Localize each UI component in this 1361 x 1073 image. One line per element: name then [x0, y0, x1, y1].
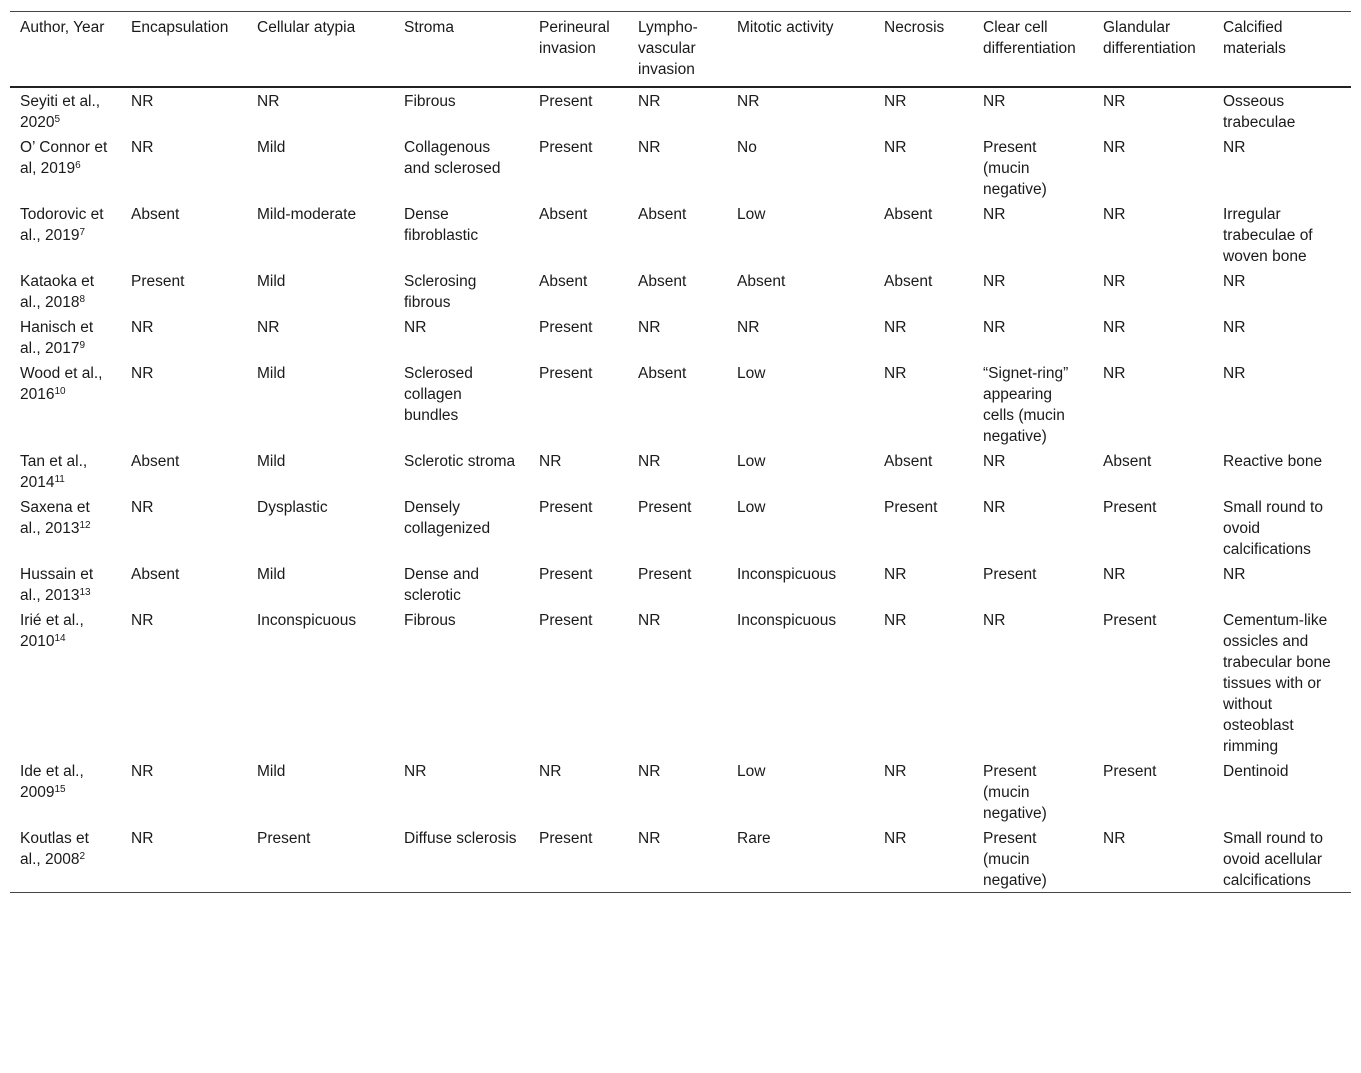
header-perineural-invasion: Perineural invasion — [539, 19, 610, 57]
cell-clear-cell-differentiation: NR — [983, 453, 1006, 470]
cell-mitotic-activity: Rare — [737, 830, 771, 847]
cell-lymphovascular-invasion: Absent — [638, 273, 687, 290]
header-mitotic-activity: Mitotic activity — [737, 19, 834, 36]
cell-cellular-atypia: Inconspicuous — [257, 612, 357, 629]
cell-author-year — [10, 448, 121, 494]
cell-lymphovascular-invasion: Absent — [638, 365, 687, 382]
cell-mitotic-activity: NR — [737, 319, 760, 336]
cell-calcified-materials: NR — [1223, 273, 1246, 290]
cell-glandular-differentiation: NR — [1103, 93, 1126, 110]
header-calcified-materials: Calcified materials — [1223, 19, 1286, 57]
cell-lymphovascular-invasion: NR — [638, 763, 661, 780]
cell-glandular-differentiation: Present — [1103, 612, 1157, 629]
cell-lymphovascular-invasion: NR — [638, 93, 661, 110]
cell-cellular-atypia: Mild — [257, 763, 286, 780]
table-container — [10, 11, 1351, 893]
cell-encapsulation: NR — [131, 830, 154, 847]
cell-cellular-atypia: Mild — [257, 139, 286, 156]
cell-clear-cell-differentiation: NR — [983, 93, 1006, 110]
cell-clear-cell-differentiation: Present (mucin negative) — [983, 139, 1047, 198]
header-clear-cell-differentiation: Clear cell differentiation — [983, 19, 1076, 57]
cell-clear-cell-differentiation: NR — [983, 319, 1006, 336]
header-glandular-differentiation: Glandular differentiation — [1103, 19, 1196, 57]
author-year-text: Hussain et al., 2013 — [20, 566, 94, 604]
reference-superscript: 6 — [75, 160, 81, 171]
cell-mitotic-activity: Low — [737, 206, 766, 223]
cell-perineural-invasion: Absent — [539, 273, 588, 290]
cell-mitotic-activity: Inconspicuous — [737, 566, 837, 583]
cell-calcified-materials: Irregular trabeculae of woven bone — [1223, 206, 1313, 265]
cell-cellular-atypia: Dysplastic — [257, 499, 328, 516]
header-row — [10, 12, 1351, 88]
cell-stroma: Dense fibroblastic — [404, 206, 479, 244]
cell-author-year — [10, 607, 121, 758]
cell-clear-cell-differentiation: NR — [983, 499, 1006, 516]
cell-lymphovascular-invasion: NR — [638, 612, 661, 629]
cell-stroma: Sclerotic stroma — [404, 453, 516, 470]
cell-stroma: Fibrous — [404, 93, 456, 110]
cell-author-year — [10, 561, 121, 607]
author-year-text: Ide et al., 2009 — [20, 763, 84, 801]
reference-superscript: 11 — [54, 474, 65, 485]
cell-encapsulation: NR — [131, 139, 154, 156]
cell-lymphovascular-invasion: NR — [638, 319, 661, 336]
author-year-text: Todorovic et al., 2019 — [20, 206, 104, 244]
cell-necrosis: NR — [884, 139, 907, 156]
reference-superscript: 10 — [54, 386, 66, 397]
cell-glandular-differentiation: NR — [1103, 566, 1126, 583]
reference-superscript: 12 — [79, 520, 91, 531]
cell-perineural-invasion: Present — [539, 93, 593, 110]
cell-encapsulation: Absent — [131, 566, 180, 583]
cell-author-year — [10, 87, 121, 134]
cell-perineural-invasion: Present — [539, 499, 593, 516]
cell-stroma: NR — [404, 319, 427, 336]
cell-glandular-differentiation: NR — [1103, 319, 1126, 336]
cell-perineural-invasion: Present — [539, 365, 593, 382]
table-row — [10, 825, 1351, 893]
table-row — [10, 448, 1351, 494]
cell-clear-cell-differentiation: Present (mucin negative) — [983, 763, 1047, 822]
cell-author-year — [10, 825, 121, 893]
cell-perineural-invasion: Present — [539, 612, 593, 629]
cell-calcified-materials: Reactive bone — [1223, 453, 1323, 470]
cell-mitotic-activity: Low — [737, 763, 766, 780]
header-encapsulation: Encapsulation — [131, 19, 229, 36]
cell-calcified-materials: Small round to ovoid acellular calcifications — [1223, 830, 1323, 889]
cell-clear-cell-differentiation: Present (mucin negative) — [983, 830, 1047, 889]
cell-glandular-differentiation: Absent — [1103, 453, 1152, 470]
cell-lymphovascular-invasion: NR — [638, 830, 661, 847]
cell-cellular-atypia: Mild-moderate — [257, 206, 357, 223]
cell-glandular-differentiation: NR — [1103, 139, 1126, 156]
reference-superscript: 14 — [54, 633, 66, 644]
table-row — [10, 607, 1351, 758]
cell-clear-cell-differentiation: NR — [983, 612, 1006, 629]
header-cellular-atypia: Cellular atypia — [257, 19, 356, 36]
cell-cellular-atypia: Mild — [257, 365, 286, 382]
cell-cellular-atypia: Mild — [257, 453, 286, 470]
cell-encapsulation: NR — [131, 319, 154, 336]
cell-necrosis: NR — [884, 319, 907, 336]
header-stroma: Stroma — [404, 19, 454, 36]
cell-stroma: Sclerosed collagen bundles — [404, 365, 473, 424]
table-row — [10, 314, 1351, 360]
cell-glandular-differentiation: NR — [1103, 206, 1126, 223]
cell-necrosis: NR — [884, 93, 907, 110]
cell-mitotic-activity: No — [737, 139, 757, 156]
reference-superscript: 9 — [79, 340, 86, 351]
cell-mitotic-activity: NR — [737, 93, 760, 110]
cell-lymphovascular-invasion: Present — [638, 566, 692, 583]
cell-calcified-materials: Small round to ovoid calcifications — [1223, 499, 1323, 558]
cell-stroma: Dense and sclerotic — [404, 566, 479, 604]
cell-necrosis: NR — [884, 365, 907, 382]
table-row — [10, 758, 1351, 825]
cell-calcified-materials: Dentinoid — [1223, 763, 1289, 780]
cell-cellular-atypia: NR — [257, 319, 280, 336]
table-row — [10, 268, 1351, 314]
cell-cellular-atypia: Mild — [257, 273, 286, 290]
cell-lymphovascular-invasion: Present — [638, 499, 692, 516]
cell-author-year — [10, 360, 121, 448]
cell-lymphovascular-invasion: Absent — [638, 206, 687, 223]
cell-necrosis: NR — [884, 830, 907, 847]
cell-necrosis: Present — [884, 499, 938, 516]
cell-necrosis: NR — [884, 612, 907, 629]
cell-perineural-invasion: Present — [539, 139, 593, 156]
cell-clear-cell-differentiation: NR — [983, 273, 1006, 290]
header-author-year: Author, Year — [20, 19, 105, 36]
author-year-text: Hanisch et al., 2017 — [20, 319, 94, 357]
cell-necrosis: Absent — [884, 453, 933, 470]
cell-necrosis: NR — [884, 566, 907, 583]
cell-encapsulation: NR — [131, 499, 154, 516]
cell-calcified-materials: NR — [1223, 319, 1246, 336]
author-year-text: Saxena et al., 2013 — [20, 499, 90, 537]
cell-encapsulation: Present — [131, 273, 185, 290]
cell-stroma: NR — [404, 763, 427, 780]
cell-author-year — [10, 201, 121, 268]
cell-encapsulation: Absent — [131, 453, 180, 470]
reference-superscript: 8 — [79, 294, 86, 305]
cell-mitotic-activity: Low — [737, 453, 766, 470]
cell-encapsulation: NR — [131, 763, 154, 780]
table-row — [10, 494, 1351, 561]
cell-necrosis: NR — [884, 763, 907, 780]
cell-calcified-materials: NR — [1223, 365, 1246, 382]
cell-glandular-differentiation: Present — [1103, 499, 1157, 516]
author-year-text: Seyiti et al., 2020 — [20, 93, 101, 131]
cell-mitotic-activity: Low — [737, 499, 766, 516]
cell-stroma: Fibrous — [404, 612, 456, 629]
reference-superscript: 7 — [79, 227, 86, 238]
table-row — [10, 87, 1351, 134]
reference-superscript: 13 — [79, 587, 91, 598]
author-year-text: Tan et al., 2014 — [20, 453, 88, 491]
table-row — [10, 360, 1351, 448]
cell-perineural-invasion: NR — [539, 763, 562, 780]
cell-perineural-invasion: NR — [539, 453, 562, 470]
cell-perineural-invasion: Present — [539, 319, 593, 336]
cell-glandular-differentiation: NR — [1103, 830, 1126, 847]
cell-lymphovascular-invasion: NR — [638, 139, 661, 156]
cell-clear-cell-differentiation: “Signet-ring” appearing cells (mucin negative) — [983, 365, 1069, 445]
cell-clear-cell-differentiation: NR — [983, 206, 1006, 223]
cell-mitotic-activity: Low — [737, 365, 766, 382]
table-row — [10, 201, 1351, 268]
reference-superscript: 15 — [54, 784, 66, 795]
cell-encapsulation: NR — [131, 612, 154, 629]
cell-cellular-atypia: Mild — [257, 566, 286, 583]
cell-necrosis: Absent — [884, 206, 933, 223]
cell-calcified-materials: NR — [1223, 139, 1246, 156]
cell-encapsulation: NR — [131, 93, 154, 110]
cell-glandular-differentiation: NR — [1103, 365, 1126, 382]
cell-author-year — [10, 134, 121, 201]
table-row — [10, 561, 1351, 607]
cell-clear-cell-differentiation: Present — [983, 566, 1037, 583]
author-year-text: O’ Connor et al, 2019 — [20, 139, 108, 177]
author-year-text: Wood et al., 2016 — [20, 365, 103, 403]
cell-encapsulation: NR — [131, 365, 154, 382]
header-necrosis: Necrosis — [884, 19, 945, 36]
reference-superscript: 2 — [79, 851, 86, 862]
histopathology-table — [10, 11, 1351, 893]
cell-perineural-invasion: Present — [539, 566, 593, 583]
cell-cellular-atypia: NR — [257, 93, 280, 110]
table-row — [10, 134, 1351, 201]
cell-stroma: Sclerosing fibrous — [404, 273, 477, 311]
table-body — [10, 87, 1351, 893]
author-year-text: Kataoka et al., 2018 — [20, 273, 95, 311]
cell-author-year — [10, 758, 121, 825]
author-year-text: Irié et al., 2010 — [20, 612, 84, 650]
cell-perineural-invasion: Present — [539, 830, 593, 847]
cell-glandular-differentiation: NR — [1103, 273, 1126, 290]
header-lymphovascular-invasion: Lympho-vascular invasion — [638, 19, 698, 78]
cell-calcified-materials: Osseous trabeculae — [1223, 93, 1296, 131]
cell-stroma: Densely collagenized — [404, 499, 491, 537]
cell-stroma: Diffuse sclerosis — [404, 830, 517, 847]
cell-author-year — [10, 268, 121, 314]
cell-perineural-invasion: Absent — [539, 206, 588, 223]
cell-mitotic-activity: Inconspicuous — [737, 612, 837, 629]
cell-author-year — [10, 494, 121, 561]
cell-encapsulation: Absent — [131, 206, 180, 223]
cell-cellular-atypia: Present — [257, 830, 311, 847]
cell-mitotic-activity: Absent — [737, 273, 786, 290]
cell-author-year — [10, 314, 121, 360]
author-year-text: Koutlas et al., 2008 — [20, 830, 89, 868]
cell-glandular-differentiation: Present — [1103, 763, 1157, 780]
cell-lymphovascular-invasion: NR — [638, 453, 661, 470]
cell-calcified-materials: NR — [1223, 566, 1246, 583]
cell-necrosis: Absent — [884, 273, 933, 290]
cell-calcified-materials: Cementum-like ossicles and trabecular bone tissues with or without osteoblast rimming — [1223, 612, 1331, 755]
reference-superscript: 5 — [54, 114, 61, 125]
cell-stroma: Collagenous and sclerosed — [404, 139, 501, 177]
